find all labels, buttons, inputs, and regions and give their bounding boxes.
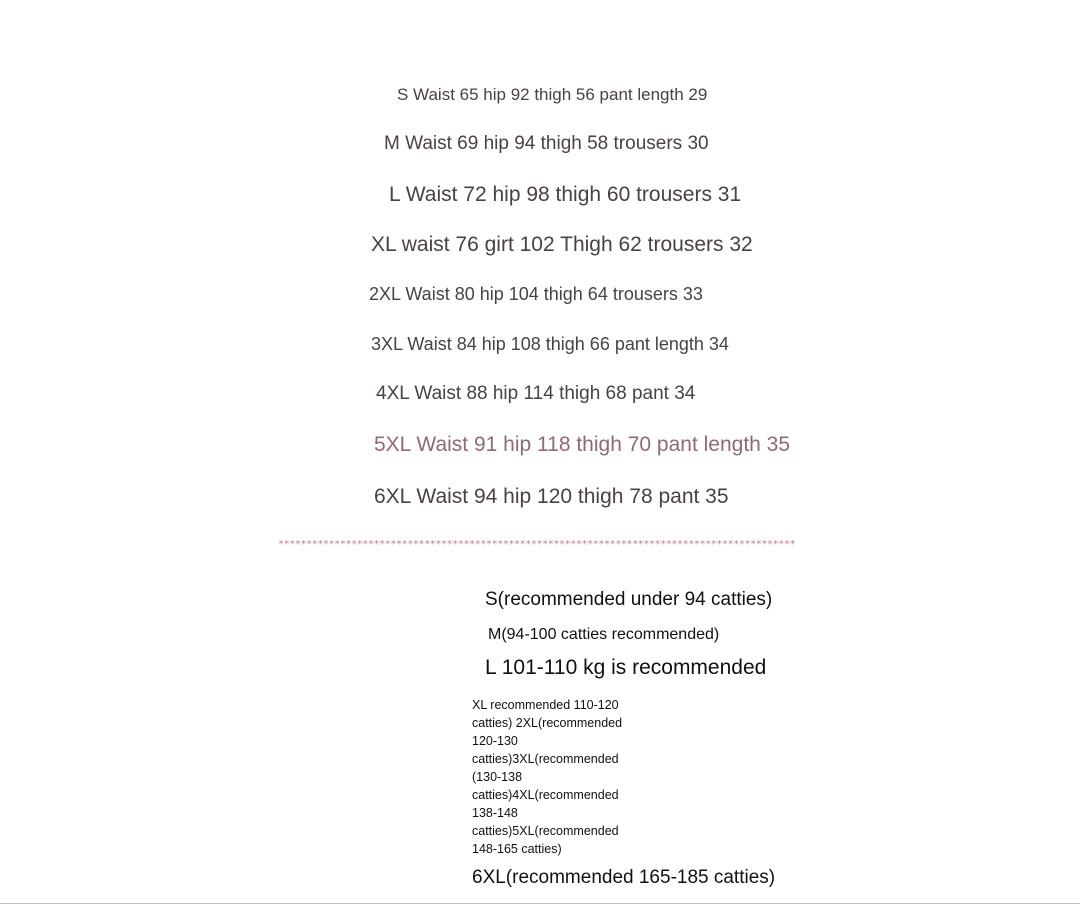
recommendation-line: catties)4XL(recommended: [472, 788, 619, 802]
recommendation-s: S(recommended under 94 catties): [485, 589, 773, 610]
recommendation-line: catties) 2XL(recommended: [472, 716, 623, 730]
recommendation-line: 120-130: [472, 734, 518, 748]
recommendation-line: catties)5XL(recommended: [472, 824, 619, 838]
recommendation-line: XL recommended 110-120: [472, 698, 619, 712]
size-6xl-measurements: 6XL Waist 94 hip 120 thigh 78 pant 35: [374, 485, 729, 508]
size-s-measurements: S Waist 65 hip 92 thigh 56 pant length 29: [397, 85, 708, 104]
star-divider: ********************************************************************************************: [278, 539, 796, 550]
size-5xl-measurements: 5XL Waist 91 hip 118 thigh 70 pant length 35: [374, 433, 791, 456]
recommendation-xl-5xl-block: [472, 696, 632, 858]
recommendation-l: L 101-110 kg is recommended: [485, 656, 767, 679]
recommendation-m: M(94-100 catties recommended): [488, 626, 720, 643]
recommendation-line: 148-165 catties): [472, 842, 562, 856]
recommendation-line: (130-138: [472, 770, 523, 784]
recommendation-line: 138-148: [472, 806, 518, 820]
bottom-divider: [0, 903, 1080, 904]
size-l-measurements: L Waist 72 hip 98 thigh 60 trousers 31: [389, 183, 742, 206]
size-2xl-measurements: 2XL Waist 80 hip 104 thigh 64 trousers 33: [369, 284, 703, 304]
recommendation-6xl: 6XL(recommended 165-185 catties): [472, 867, 776, 888]
size-3xl-measurements: 3XL Waist 84 hip 108 thigh 66 pant length 34: [371, 334, 729, 354]
size-m-measurements: M Waist 69 hip 94 thigh 58 trousers 30: [384, 133, 709, 154]
size-4xl-measurements: 4XL Waist 88 hip 114 thigh 68 pant 34: [376, 383, 696, 404]
size-xl-measurements: XL waist 76 girt 102 Thigh 62 trousers 32: [371, 233, 753, 256]
recommendation-line: catties)3XL(recommended: [472, 752, 619, 766]
